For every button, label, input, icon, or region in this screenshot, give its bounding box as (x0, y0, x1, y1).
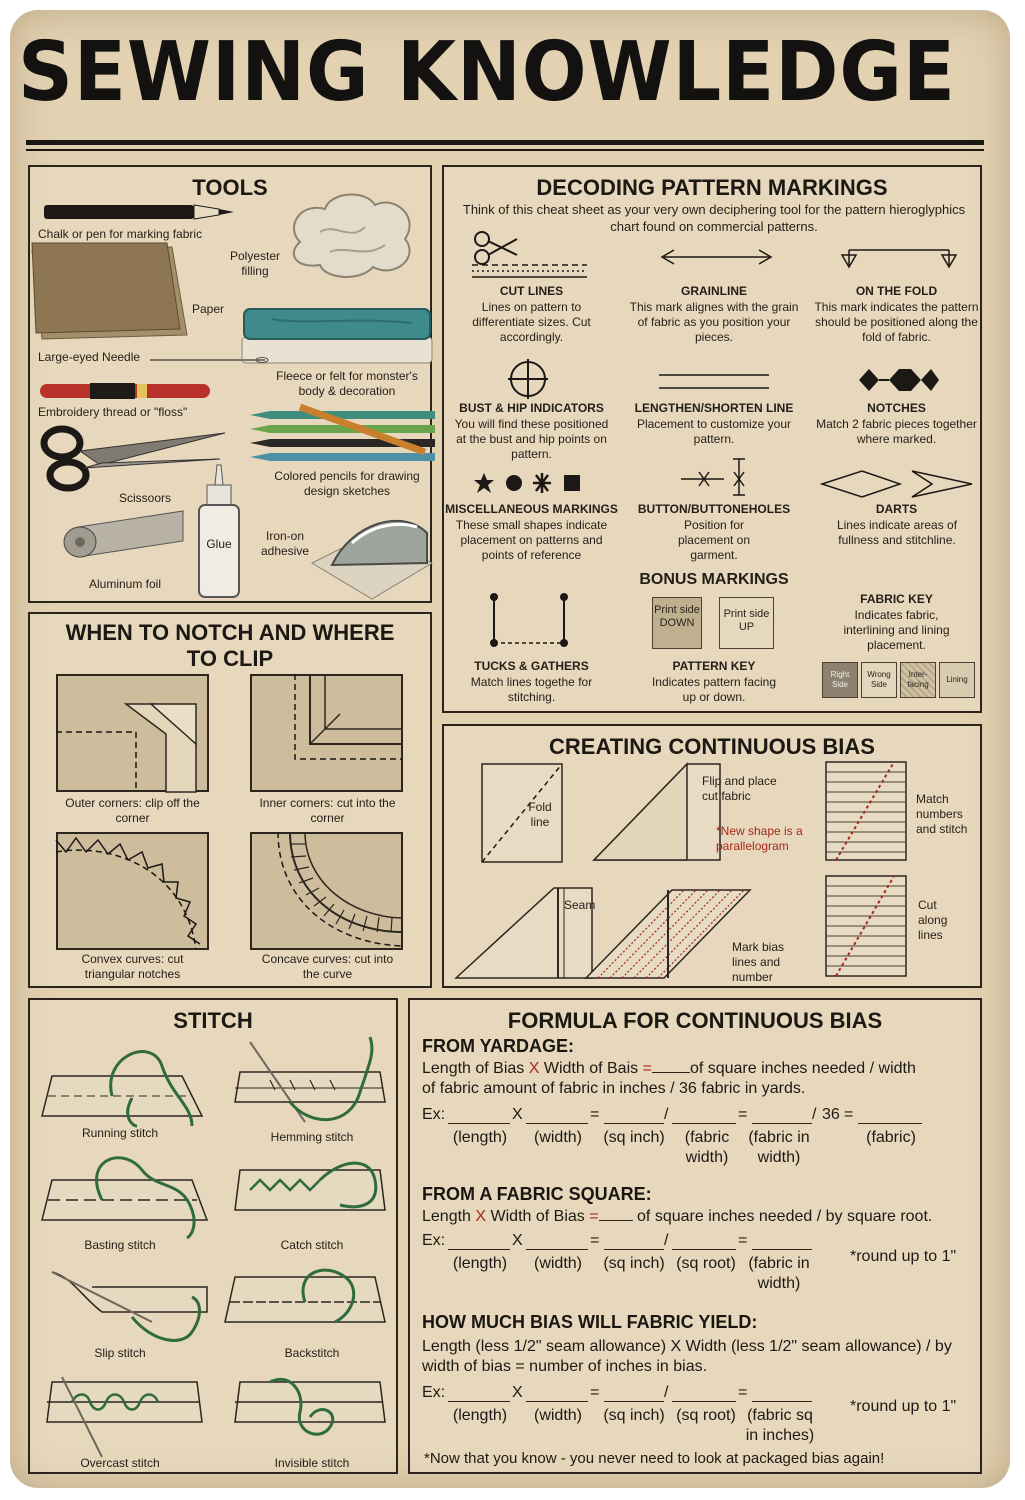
ironon-label: Iron-on adhesive (260, 529, 310, 558)
fabric-key-text: Indicates fabric, interlining and lining placement. (843, 608, 950, 652)
inner-corner-diagram (250, 674, 403, 792)
yield-blank-4 (672, 1384, 736, 1402)
markings-heading: DECODING PATTERN MARKINGS (536, 175, 888, 200)
yardage-eq-1: = (590, 1106, 600, 1123)
button-mark-icon (679, 457, 759, 497)
pencils-icon (250, 407, 435, 467)
needle-label: Large-eyed Needle (38, 350, 141, 364)
iron-icon (312, 503, 432, 599)
page-title: SEWING KNOWLEDGE (18, 25, 956, 120)
square-slash: / (664, 1232, 669, 1249)
polyester-icon (285, 187, 420, 282)
slip-label: Slip stitch (94, 1346, 146, 1360)
catch-stitch-icon (230, 1150, 390, 1240)
title-rule-thin (26, 149, 984, 151)
inner-corner-label: Inner corners: cut into the corner (259, 796, 396, 825)
chalk-pen-icon (44, 203, 234, 223)
mark-label: Mark bias lines and number (732, 940, 785, 984)
needle-icon (150, 355, 270, 365)
seam-label: Seam (564, 898, 596, 912)
formula-heading: FORMULA FOR CONTINUOUS BIAS (507, 1008, 883, 1033)
sw-length: (length) (452, 1255, 508, 1272)
yield-x: X (512, 1384, 523, 1401)
backstitch-icon (225, 1262, 390, 1352)
square-line-x: X (475, 1208, 487, 1225)
concave-curve-label: Concave curves: cut into the curve (261, 952, 394, 981)
key-lining (939, 662, 975, 698)
flip-label: Flip and place cut fabric (702, 774, 777, 803)
square-blank-5 (752, 1232, 812, 1250)
tools-panel (28, 165, 432, 603)
yw-length: (length) (452, 1129, 508, 1146)
yield-eq-1: = (590, 1384, 600, 1401)
darts-text: Lines indicate areas of fullness and stitchline. (836, 518, 958, 547)
yw-fabric-in-width: (fabric in width) (748, 1129, 810, 1166)
cut-lines-title: CUT LINES (499, 284, 564, 298)
print-down-text: Print side DOWN (654, 604, 700, 629)
yardage-line1-c: of square inches needed / width (689, 1060, 916, 1077)
scissors-label: Scissoors (118, 491, 171, 505)
button-title: BUTTON/BUTTONEHOLES (637, 502, 791, 516)
square-line-a: Length (422, 1208, 471, 1225)
square-line-b: Width of Bias (490, 1208, 585, 1225)
invisible-stitch-icon (230, 1372, 390, 1462)
square-eq-1: = (590, 1232, 600, 1249)
catch-label: Catch stitch (280, 1238, 344, 1252)
outer-corner-diagram (56, 674, 209, 792)
match-label: Match numbers and stitch (916, 792, 968, 836)
yardage-slash-2: / (812, 1106, 817, 1123)
polyester-label: Polyester filling (229, 249, 281, 278)
fleece-label: Fleece or felt for monster's body & decoration (276, 369, 418, 398)
yield-round: *round up to 1" (850, 1398, 957, 1415)
tucks-title: TUCKS & GATHERS (474, 659, 589, 673)
pattern-key-title: PATTERN KEY (672, 659, 756, 673)
thread-label: Embroidery thread or "floss" (38, 405, 188, 419)
yield-line1: Length (less 1/2" seam allowance) X Width (less 1/2" seam allowance) / by (422, 1338, 952, 1355)
sw-sqinch: (sq inch) (603, 1255, 665, 1272)
notches-text: Match 2 fabric pieces together where marked. (816, 417, 977, 446)
square-x: X (512, 1232, 523, 1249)
slip-stitch-icon (42, 1262, 212, 1352)
bust-hip-title: BUST & HIP INDICATORS (459, 401, 604, 415)
overcast-stitch-icon (42, 1372, 212, 1462)
fold-line-label: Fold line (528, 800, 552, 829)
yardage-36: 36 (822, 1106, 840, 1123)
yw-width: (width) (533, 1129, 582, 1146)
misc-title: MISCELLANEOUS MARKINGS (445, 502, 618, 516)
outer-corner-label: Outer corners: clip off the corner (65, 796, 200, 825)
bonus-title: BONUS MARKINGS (639, 571, 789, 588)
yield-line2: width of bias = number of inches in bias. (422, 1358, 708, 1375)
yardage-blank-2 (526, 1106, 588, 1124)
yardage-line1-eq: = (642, 1060, 652, 1077)
tucks-text: Match lines togethe for stitching. (470, 675, 593, 704)
glue-label: Glue (206, 537, 232, 551)
invisible-label: Invisible stitch (274, 1456, 350, 1470)
key-right-side (822, 662, 858, 698)
pencils-label: Colored pencils for drawing design sketches (274, 469, 420, 498)
bias-step5-marked (584, 888, 752, 980)
foil-icon (58, 507, 188, 567)
running-label: Running stitch (81, 1126, 159, 1140)
square-title: FROM A FABRIC SQUARE: (422, 1184, 652, 1204)
yi-sqroot: (sq root) (676, 1407, 736, 1424)
yield-blank-5 (752, 1384, 812, 1402)
basting-stitch-icon (42, 1150, 212, 1240)
square-blank (599, 1220, 633, 1221)
on-fold-text: This mark indicates the pattern should be positioned along the fold of fabric. (814, 300, 979, 344)
square-eq-2: = (738, 1232, 748, 1249)
convex-curve-label: Convex curves: cut triangular notches (81, 952, 184, 981)
on-fold-title: ON THE FOLD (855, 284, 938, 298)
notches-title: NOTCHES (867, 401, 926, 415)
yardage-eq-2: = (738, 1106, 748, 1123)
square-blank-2 (526, 1232, 588, 1250)
chalk-label: Chalk or pen for marking fabric (38, 227, 203, 241)
notch-heading: WHEN TO NOTCH AND WHERE TO CLIP (65, 620, 395, 671)
yw-sqinch: (sq inch) (603, 1129, 665, 1146)
yardage-line1-x: X (528, 1060, 540, 1077)
misc-text: These small shapes indicate placement on patterns and points of reference (455, 518, 608, 562)
yield-slash: / (664, 1384, 669, 1401)
fabric-key-title: FABRIC KEY (860, 592, 933, 606)
yardage-line1-b: Width of Bais (543, 1060, 639, 1077)
square-blank-1 (448, 1232, 510, 1250)
yield-blank-1 (448, 1384, 510, 1402)
paper-label: Paper (192, 302, 225, 316)
overcast-label: Overcast stitch (80, 1456, 160, 1470)
yardage-ex: Ex: (422, 1106, 446, 1123)
yi-sqinch: (sq inch) (603, 1407, 665, 1424)
key-interfacing (900, 662, 936, 698)
square-blank-4 (672, 1232, 736, 1250)
key-inter-text: Inter-facing (907, 670, 929, 689)
square-round: *round up to 1" (850, 1248, 957, 1265)
print-up-box (719, 597, 774, 649)
backstitch-label: Backstitch (284, 1346, 340, 1360)
key-right-text: Right Side (830, 670, 850, 689)
yield-eq-2: = (738, 1384, 748, 1401)
tucks-icon (488, 591, 570, 649)
yw-fabric-width: (fabric width) (684, 1129, 730, 1166)
yield-blank-3 (604, 1384, 664, 1402)
button-text: Position for placement on garment. (677, 518, 751, 562)
formula-footer: *Now that you know - you never need to look at packaged bias again! (424, 1450, 885, 1467)
bias-step3-numbered (824, 760, 908, 862)
concave-curve-diagram (250, 832, 403, 950)
yardage-line2: of fabric amount of fabric in inches / 36 fabric in yards. (422, 1080, 806, 1097)
new-shape-label: *New shape is a parallelogram (716, 824, 803, 853)
cut-lines-text: Lines on pattern to differentiate sizes. Cut accordingly. (472, 300, 591, 344)
key-wrong-side (861, 662, 897, 698)
yardage-title: FROM YARDAGE: (422, 1036, 575, 1056)
yi-fabric-sq: (fabric sq in inches) (745, 1407, 815, 1444)
yield-ex: Ex: (422, 1384, 446, 1401)
key-wrong-text: Wrong Side (867, 670, 891, 689)
running-stitch-icon (42, 1036, 212, 1126)
yardage-slash-1: / (664, 1106, 669, 1123)
pattern-key-text: Indicates pattern facing up or down. (651, 675, 777, 704)
sw-sqroot: (sq root) (676, 1255, 736, 1272)
yardage-blank-5 (752, 1106, 812, 1124)
yi-length: (length) (452, 1407, 508, 1424)
square-line-c: of square inches needed / by square root. (637, 1208, 933, 1225)
bust-hip-text: You will find these positioned at the bust and hip points on pattern. (454, 417, 609, 461)
grainline-title: GRAINLINE (681, 284, 747, 298)
markings-panel (442, 165, 982, 713)
lengthen-text: Placement to customize your pattern. (636, 417, 792, 446)
grainline-text: This mark alignes with the grain of fabric as you position your pieces. (629, 300, 799, 344)
thread-icon (40, 381, 210, 401)
formula-panel (408, 998, 982, 1474)
paper-icon (32, 243, 192, 343)
sw-fabric-in-width: (fabric in width) (748, 1255, 810, 1292)
tools-heading: TOOLS (192, 175, 268, 200)
yardage-blank-6 (858, 1106, 922, 1124)
yardage-x: X (512, 1106, 523, 1123)
title-rule-thick (26, 140, 984, 145)
yardage-line1-a: Length of Bias (422, 1060, 525, 1077)
stitch-heading: STITCH (173, 1008, 253, 1033)
darts-title: DARTS (875, 502, 918, 516)
yardage-eq-3: = (844, 1106, 854, 1123)
cut-lines-icon (472, 229, 587, 279)
yield-blank-2 (526, 1384, 588, 1402)
yi-width: (width) (533, 1407, 582, 1424)
grainline-icon (659, 247, 774, 267)
bias-heading: CREATING CONTINUOUS BIAS (549, 734, 875, 759)
yardage-line1 (422, 1060, 916, 1078)
fleece-icon (242, 307, 432, 367)
on-fold-icon (839, 245, 959, 269)
bias-step6-cut (824, 874, 908, 978)
darts-icon (822, 467, 972, 501)
foil-label: Aluminum foil (88, 577, 162, 591)
glue-icon (195, 465, 243, 600)
bias-panel (442, 724, 982, 988)
square-line (422, 1208, 932, 1226)
hemming-stitch-icon (230, 1032, 390, 1132)
yield-title: HOW MUCH BIAS WILL FABRIC YIELD: (422, 1312, 758, 1332)
hemming-label: Hemming stitch (270, 1130, 354, 1144)
cut-along-label: Cut along lines (918, 898, 948, 942)
sw-width: (width) (533, 1255, 582, 1272)
notches-icon (859, 367, 939, 393)
bust-hip-icon (508, 359, 548, 399)
convex-curve-diagram (56, 832, 209, 950)
stitch-panel (28, 998, 398, 1474)
lengthen-icon (659, 372, 769, 392)
basting-label: Basting stitch (84, 1238, 156, 1252)
square-blank-3 (604, 1232, 664, 1250)
yardage-blank (652, 1072, 690, 1073)
yw-fabric: (fabric) (866, 1129, 916, 1146)
markings-intro: Think of this cheat sheet as your very own deciphering tool for the pattern hieroglyphics chart found on commercial patterns. (462, 202, 966, 234)
misc-markings-icon (472, 471, 582, 495)
print-down-box (652, 597, 702, 649)
notch-panel (28, 612, 432, 988)
key-lining-text: Lining (946, 675, 968, 684)
square-ex: Ex: (422, 1232, 446, 1249)
lengthen-title: LENGTHEN/SHORTEN LINE (634, 401, 794, 415)
print-up-text: Print side UP (723, 608, 770, 633)
yardage-blank-3 (604, 1106, 664, 1124)
square-line-eq: = (589, 1208, 599, 1225)
yardage-blank-1 (448, 1106, 510, 1124)
yardage-blank-4 (672, 1106, 736, 1124)
